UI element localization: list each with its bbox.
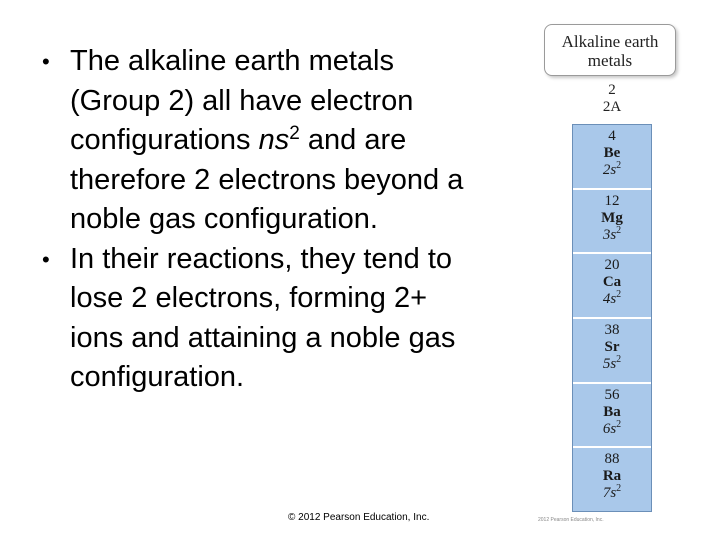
figure-credit: 2012 Pearson Education, Inc. [538, 517, 604, 523]
element-symbol: Be [603, 145, 621, 161]
electron-config [573, 484, 651, 502]
atomic-number: 56 [604, 386, 620, 403]
atomic-number: 20 [604, 257, 620, 274]
bullet-list [42, 42, 482, 398]
element-symbol: Mg [601, 209, 623, 226]
atomic-number: 4 [608, 128, 616, 144]
atomic-number: 88 [604, 451, 620, 468]
electron-config-orbital: 3s [602, 226, 617, 243]
group-label-line1: Alkaline earth [561, 32, 659, 51]
bullet-item [42, 42, 482, 240]
bullet-dot: • [42, 246, 50, 272]
element-cell-be [573, 125, 651, 190]
bullet-text: The alkaline earth metals (Group 2) all have electron configurations [70, 45, 414, 156]
electron-config [573, 161, 651, 179]
electron-config-orbital: 4s [602, 291, 617, 308]
atomic-number: 38 [604, 321, 620, 338]
electron-config-orbital: 7s [602, 485, 617, 502]
electron-config-exponent: 2 [616, 418, 622, 430]
bullet-item [42, 240, 482, 398]
electron-config-orbital: 2s [602, 162, 617, 178]
electron-config-orbital: 6s [602, 420, 617, 437]
atomic-number: 12 [604, 192, 620, 209]
element-symbol: Sr [604, 338, 620, 355]
electron-config-exponent: 2 [616, 483, 622, 495]
group-label-box [544, 24, 676, 76]
group-number-digit: 2 [608, 82, 616, 98]
group-label-line2: metals [587, 51, 633, 70]
bullet-italic: ns [258, 124, 290, 156]
group-number [572, 82, 652, 116]
element-symbol: Ca [602, 274, 622, 291]
element-symbol: Ba [603, 403, 621, 420]
element-cell-ca [573, 254, 651, 319]
electron-config [573, 420, 651, 438]
bullet-dot: • [42, 49, 50, 74]
bullet-text-cont: and are therefore 2 electrons beyond a noble gas configuration. [70, 124, 464, 235]
electron-config [573, 290, 651, 308]
bullet-superscript: 2 [289, 123, 300, 144]
element-cell-ra [573, 448, 651, 513]
electron-config-exponent: 2 [616, 353, 622, 365]
electron-config-exponent: 2 [616, 160, 622, 171]
electron-config [573, 355, 651, 373]
element-symbol: Ra [602, 468, 622, 485]
electron-config [573, 226, 651, 244]
electron-config-orbital: 5s [602, 355, 617, 372]
element-cell-sr [573, 319, 651, 384]
bullet-text: In their reactions, they tend to lose 2 electrons, forming 2+ ions and attaining a noble gas configuration. [70, 242, 456, 393]
group-number-letter: 2A [602, 99, 622, 115]
electron-config-exponent: 2 [616, 224, 622, 236]
copyright-footer: © 2012 Pearson Education, Inc. [288, 512, 430, 523]
element-cell-ba [573, 384, 651, 449]
element-column [572, 124, 652, 512]
electron-config-exponent: 2 [616, 289, 622, 301]
element-cell-mg [573, 190, 651, 255]
